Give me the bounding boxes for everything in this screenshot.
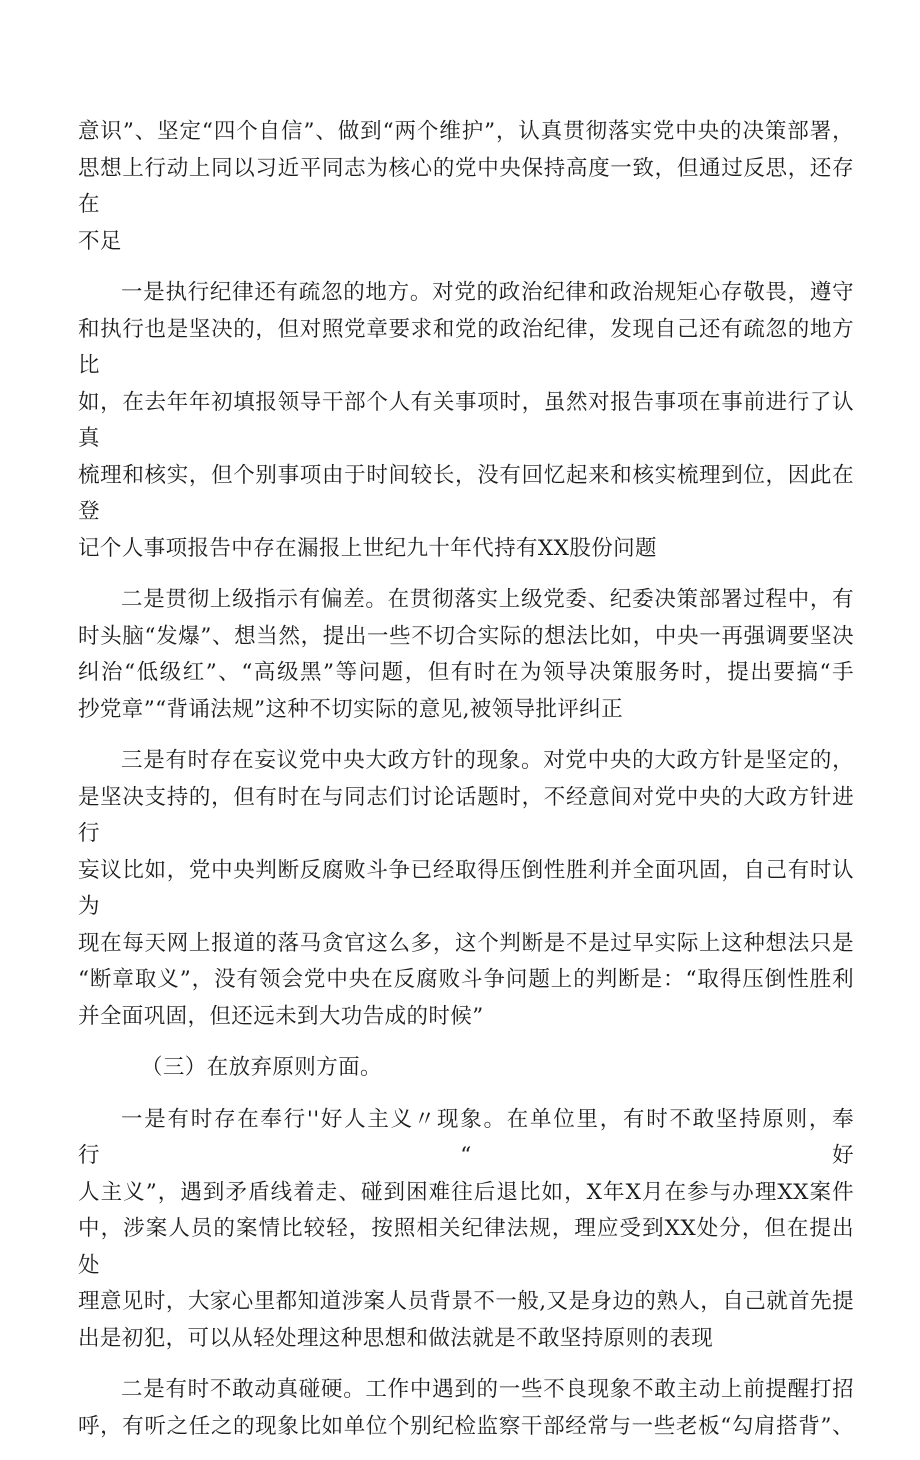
section-heading [78,1050,854,1087]
text-line: 人主义”，遇到矛盾线着走、碰到困难往后退比如，X年X月在参与办理XX案件 [78,1179,854,1205]
text-line: 是坚决支持的，但有时在与同志们讨论话题时，不经意间对党中央的大政方针进行 [78,784,854,846]
text-line: 出是初犯，可以从轻处理这种思想和做法就是不敢坚持原则的表现 [78,1325,714,1351]
text-line: 一是有时存在奉行''好人主义〃现象。在单位里，有时不敢坚持原则，奉行“好 [78,1106,854,1168]
text-line: 不足 [78,228,122,254]
paragraph-instructions [78,582,854,728]
section-heading-text: （三）在放弃原则方面。 [141,1055,382,1080]
text-line: 三是有时存在妄议党中央大政方针的现象。对党中央的大政方针是坚定的， [121,748,854,773]
paragraph-policy-discussion [78,743,854,1035]
text-line: 梳理和核实，但个别事项由于时间较长，没有回忆起来和核实梳理到位，因此在登 [78,462,854,524]
text-line: 记个人事项报告中存在漏报上世纪九十年代持有XX股份问题 [78,535,657,561]
text-line: 二是贯彻上级指示有偏差。在贯彻落实上级党委、纪委决策部署过程中，有 [121,587,854,612]
text-line: 一是执行纪律还有疏忽的地方。对党的政治纪律和政治规矩心存敬畏，遵守 [121,280,854,305]
paragraph-confrontation [78,1372,854,1445]
text-line: 纠治“低级红”、“高级黑”等问题，但有时在为领导决策服务时，提出要搞“手 [78,660,854,685]
paragraph-good-guy-attitude [78,1102,854,1358]
text-line: 抄党章”“背诵法规”这种不切实际的意见,被领导批评纠正 [78,696,624,722]
text-line: 意识”、坚定“四个自信”、做到“两个维护”，认真贯彻落实党中央的决策部署， [78,119,854,144]
text-line: 如，在去年年初填报领导干部个人有关事项时，虽然对报告事项在事前进行了认真 [78,389,854,451]
text-line: 呼，有听之任之的现象比如单位个别纪检监察干部经常与一些老板“勾肩搭背”、 [78,1413,854,1439]
text-line: 和执行也是坚决的，但对照党章要求和党的政治纪律，发现自己还有疏忽的地方比 [78,316,854,378]
text-line: 并全面巩固，但还远未到大功告成的时候” [78,1003,484,1029]
text-line: 时头脑“发爆”、想当然，提出一些不切合实际的想法比如，中央一再强调要坚决 [78,623,854,649]
text-line: 妄议比如，党中央判断反腐败斗争已经取得压倒性胜利并全面巩固，自己有时认为 [78,857,854,919]
text-line: 中，涉案人员的案情比较轻，按照相关纪律法规，理应受到XX处分，但在提出处 [78,1216,854,1278]
paragraph-discipline [78,275,854,567]
text-line: 二是有时不敢动真碰硬。工作中遇到的一些不良现象不敢主动上前提醒打招 [121,1377,854,1402]
text-line: 思想上行动上同以习近平同志为核心的党中央保持高度一致，但通过反思，还存在 [78,155,854,217]
paragraph-political-awareness [78,114,854,260]
document-body [78,114,854,1460]
text-line: 现在每天网上报道的落马贪官这么多，这个判断是不是过早实际上这种想法只是 [78,930,854,956]
text-line: 理意见时，大家心里都知道涉案人员背景不一般,又是身边的熟人，自己就首先提 [78,1289,854,1314]
text-line: “断章取义”，没有领会党中央在反腐败斗争问题上的判断是：“取得压倒性胜利 [78,967,854,992]
